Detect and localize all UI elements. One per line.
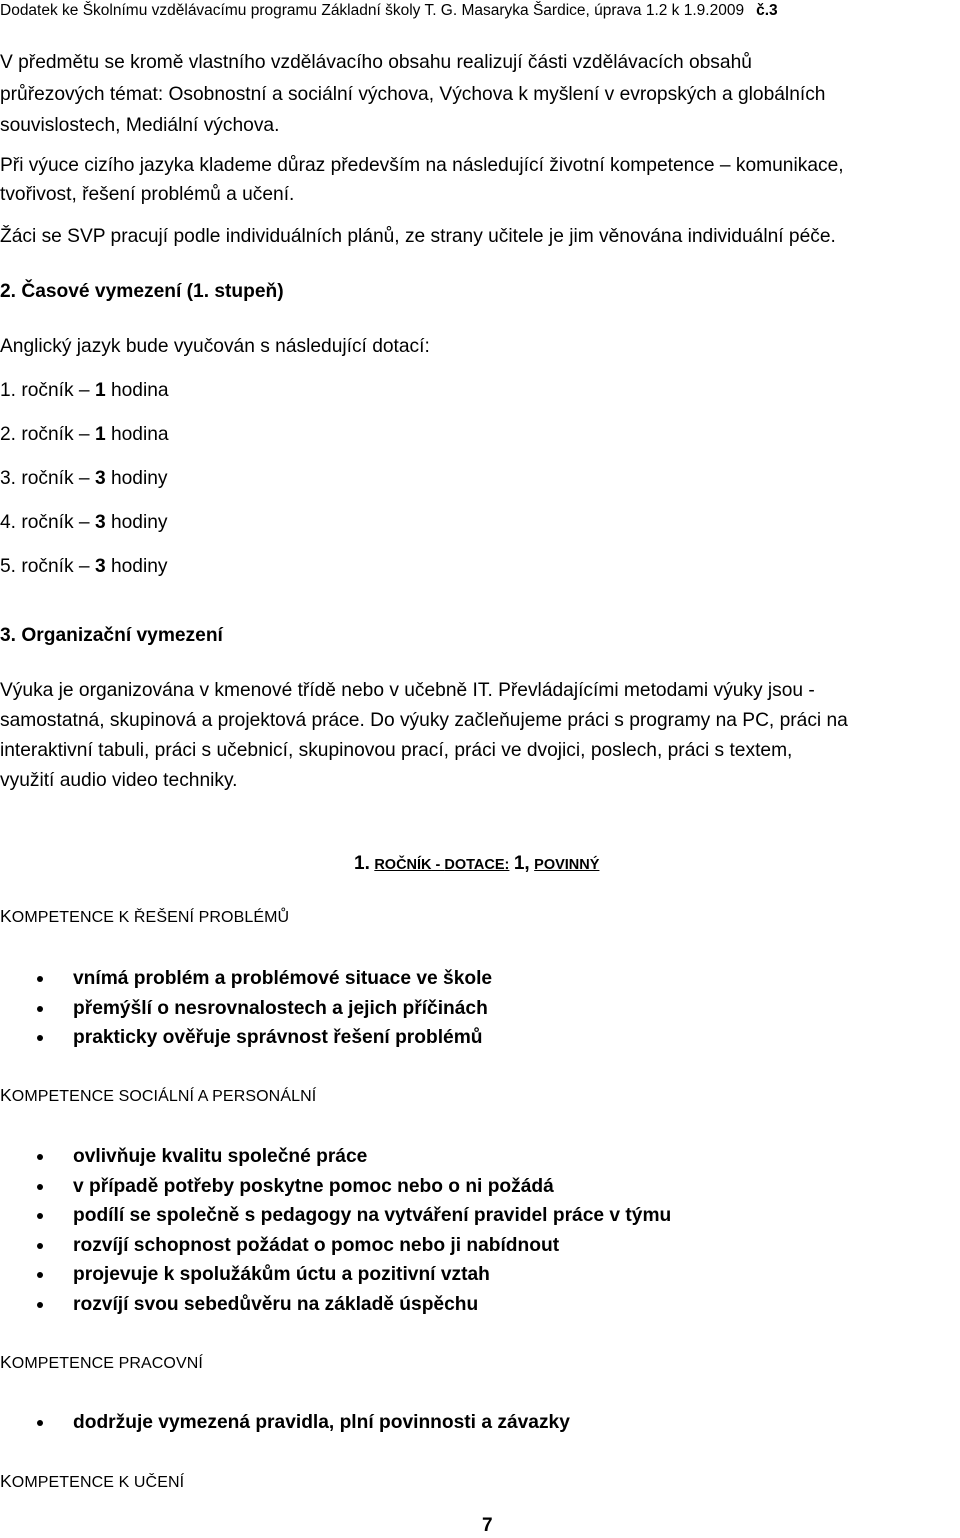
competence-heading: KOMPETENCE PRACOVNÍ [0, 1352, 203, 1372]
org-line2: samostatná, skupinová a projektová práce. Do výuky začleňujeme práci s programy na PC, práci na [0, 710, 848, 731]
org-line1: Výuka je organizována v kmenové třídě nebo v učebně IT. Převládajícími metodami výuky jsou - [0, 680, 815, 701]
list-item: projevuje k spolužákům úctu a pozitivní vztah [0, 1260, 671, 1290]
bullet-icon [37, 976, 43, 982]
grade-title: 1. ROČNÍK - DOTACE: 1, POVINNÝ [354, 853, 600, 874]
time-section-heading: 2. Časové vymezení (1. stupeň) [0, 281, 284, 302]
list-item: rozvíjí schopnost požádat o pomoc nebo ji nabídnout [0, 1231, 671, 1261]
bullet-icon [37, 1184, 43, 1190]
competence-heading: KOMPETENCE K ŘEŠENÍ PROBLÉMŮ [0, 906, 290, 926]
bullet-icon [37, 1420, 43, 1426]
list-item: v případě potřeby poskytne pomoc nebo o ni požádá [0, 1172, 671, 1202]
bullet-icon [37, 1243, 43, 1249]
page-number: 7 [482, 1515, 493, 1536]
intro-para2-line1: Při výuce cizího jazyka klademe důraz především na následující životní kompetence – komunikace, [0, 155, 844, 176]
list-item: přemýšlí o nesrovnalostech a jejich příčinách [0, 994, 492, 1024]
bullet-icon [37, 1302, 43, 1308]
list-item: ovlivňuje kvalitu společné práce [0, 1142, 671, 1172]
list-item: dodržuje vymezená pravidla, plní povinnosti a závazky [0, 1408, 570, 1438]
time-row: 4. ročník – 3 hodiny [0, 512, 168, 533]
intro-para1-line2: průřezových témat: Osobnostní a sociální výchova, Výchova k myšlení v evropských a globálních [0, 84, 826, 105]
intro-para1-line3: souvislostech, Mediální výchova. [0, 115, 280, 136]
list-item: podílí se společně s pedagogy na vytváření pravidel práce v týmu [0, 1201, 671, 1231]
intro-para1-line1: V předmětu se kromě vlastního vzdělávacího obsahu realizují části vzdělávacích obsahů [0, 52, 752, 73]
bullet-icon [37, 1213, 43, 1219]
time-row: 3. ročník – 3 hodiny [0, 468, 168, 489]
bullet-icon [37, 1272, 43, 1278]
competence-list [0, 1142, 671, 1319]
org-section-heading: 3. Organizační vymezení [0, 625, 223, 646]
time-row: 1. ročník – 1 hodina [0, 380, 169, 401]
competence-heading: KOMPETENCE SOCIÁLNÍ A PERSONÁLNÍ [0, 1085, 317, 1105]
header-text: Dodatek ke Školnímu vzdělávacímu programu Základní školy T. G. Masaryka Šardice, úprava 1.2 k 1.9.2009 [0, 2, 745, 19]
header-number: č.3 [756, 2, 778, 19]
bullet-icon [37, 1154, 43, 1160]
org-line4: využití audio video techniky. [0, 770, 238, 791]
org-line3: interaktivní tabuli, práci s učebnicí, skupinovou prací, práci ve dvojici, poslech, práci s textem, [0, 740, 793, 761]
competence-heading: KOMPETENCE K UČENÍ [0, 1471, 185, 1491]
document-header [0, 2, 778, 20]
bullet-icon [37, 1006, 43, 1012]
time-section-intro: Anglický jazyk bude vyučován s následující dotací: [0, 336, 430, 357]
competence-list [0, 964, 492, 1053]
list-item: rozvíjí svou sebedůvěru na základě úspěchu [0, 1290, 671, 1320]
bullet-icon [37, 1035, 43, 1041]
list-item: prakticky ověřuje správnost řešení problémů [0, 1023, 492, 1053]
list-item: vnímá problém a problémové situace ve škole [0, 964, 492, 994]
competence-list [0, 1408, 570, 1438]
intro-para3: Žáci se SVP pracují podle individuálních plánů, ze strany učitele je jim věnována individuální péče. [0, 226, 836, 247]
intro-para2-line2: tvořivost, řešení problémů a učení. [0, 184, 295, 205]
time-row: 5. ročník – 3 hodiny [0, 556, 168, 577]
time-row: 2. ročník – 1 hodina [0, 424, 169, 445]
